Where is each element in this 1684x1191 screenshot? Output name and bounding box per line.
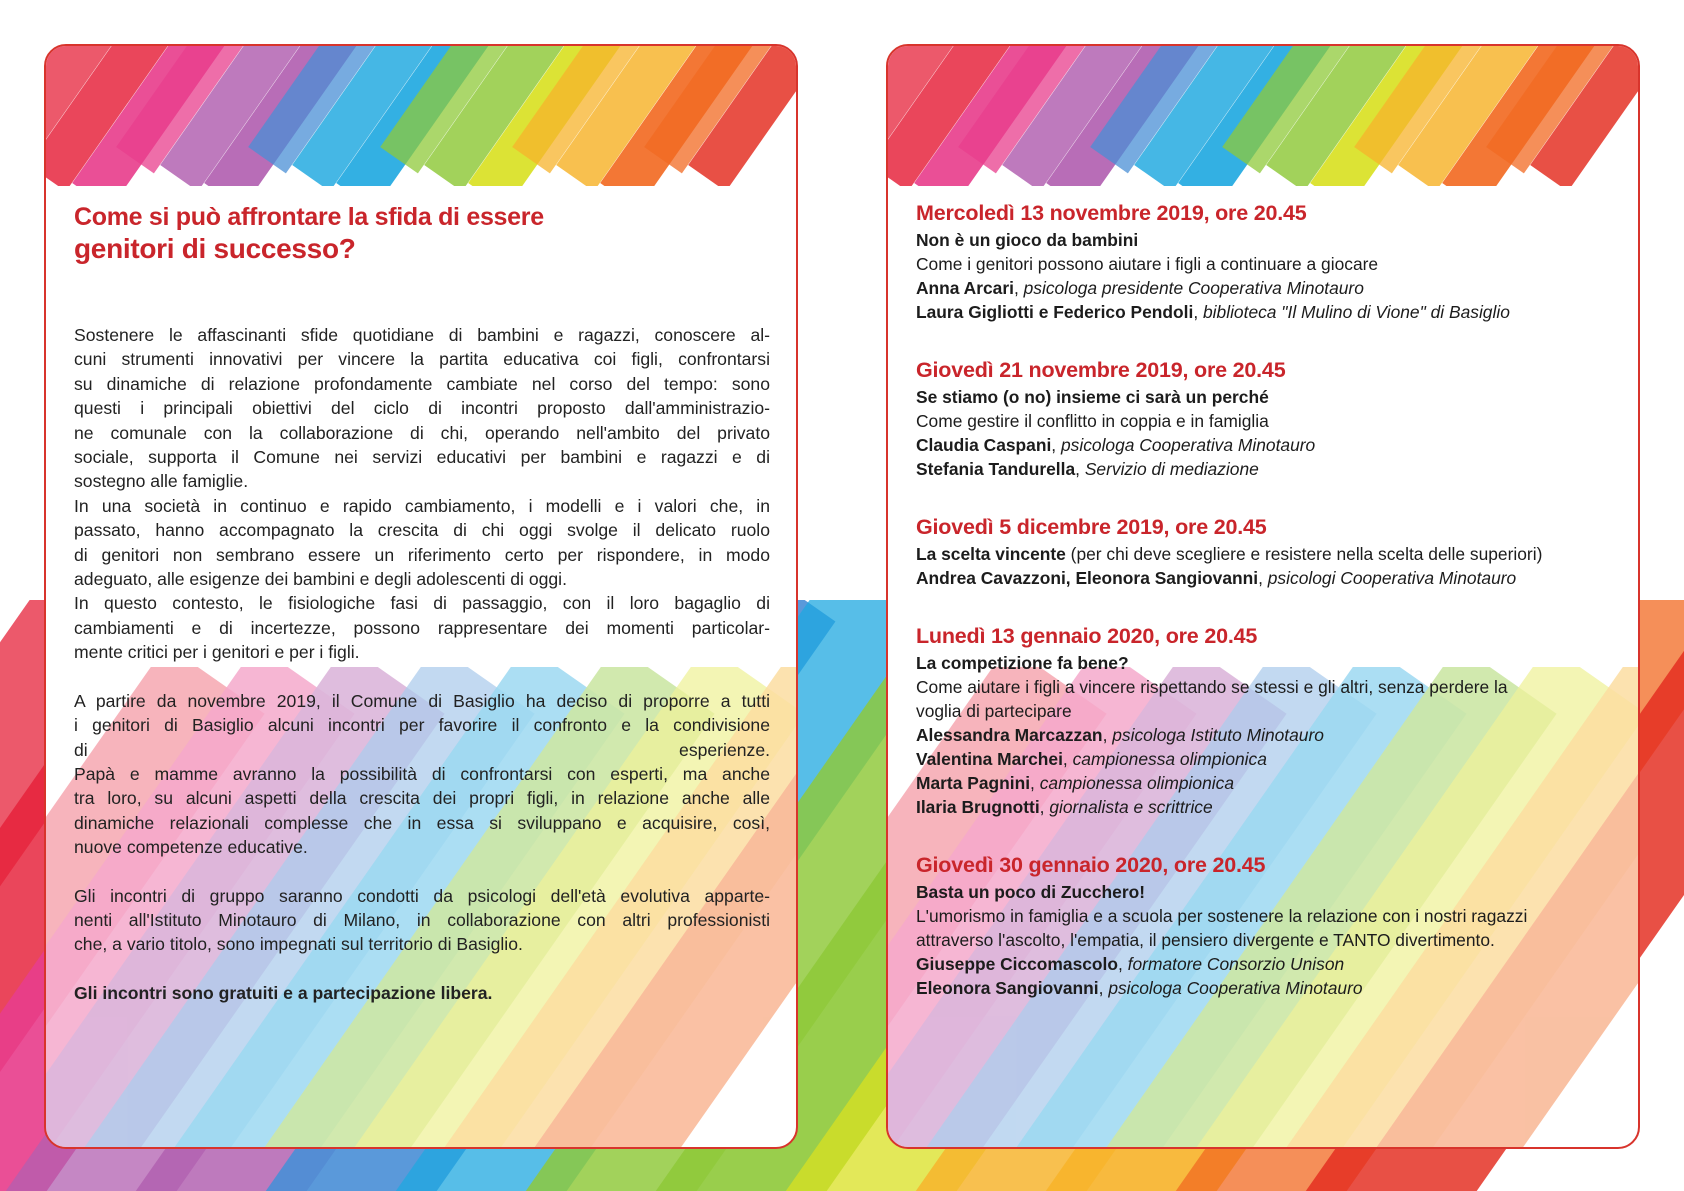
paragraph-line: nuove competenze educative. <box>74 837 308 858</box>
event-title-line <box>916 542 1612 566</box>
separator: , <box>1062 749 1073 769</box>
speaker-role: biblioteca "Il Mulino di Vione" di Basiglio <box>1203 302 1510 322</box>
speaker-role: giornalista e scrittrice <box>1049 797 1213 817</box>
speaker <box>916 723 1612 747</box>
speaker-role: psicologa Cooperativa Minotauro <box>1108 978 1363 998</box>
paragraph-line: di esperienze. <box>74 739 770 760</box>
right-page-panel <box>886 44 1640 1149</box>
event-title-line <box>916 880 1612 904</box>
event-item <box>916 621 1612 819</box>
paragraph-line: adeguato, alle esigenze dei bambini e degli adolescenti di oggi. <box>74 569 567 590</box>
paragraph-line: di genitori non sembrano essere un riferimento certo per rispondere, in modo <box>74 544 770 565</box>
paragraph-line: su dinamiche di relazione profondamente cambiate nel corso del tempo: sono <box>74 373 770 394</box>
intro-heading-block <box>74 201 770 266</box>
event-item <box>916 850 1612 1000</box>
separator: , <box>1193 302 1203 322</box>
paragraph <box>74 884 770 957</box>
speaker-name: Giuseppe Ciccomascolo <box>916 954 1118 974</box>
intro-body <box>74 323 770 1005</box>
speaker <box>916 795 1612 819</box>
speaker-role: psicologi Cooperativa Minotauro <box>1267 568 1517 588</box>
separator: , <box>1075 459 1085 479</box>
speaker-name: Marta Pagnini <box>916 773 1031 793</box>
paragraph-line: Sostenere le affascinanti sfide quotidiane di bambini e ragazzi, conoscere al- <box>74 325 770 345</box>
event-title: Non è un gioco da bambini <box>916 230 1139 250</box>
event-date: Giovedì 5 dicembre 2019, ore 20.45 <box>916 515 1267 539</box>
separator: , <box>1039 797 1050 817</box>
speaker-name: Valentina Marchei <box>916 749 1063 769</box>
paragraph-line: In questo contesto, le fisiologiche fasi di passaggio, con il loro bagaglio di <box>74 593 770 614</box>
paragraph-line: cuni strumenti innovativi per vincere la partita educativa coi figli, confrontarsi <box>74 349 770 370</box>
paragraph-line: passato, hanno accompagnato la crescita di chi oggi svolge il delicato ruolo <box>74 520 770 541</box>
event-item <box>916 512 1612 590</box>
speaker-name: Ilaria Brugnotti <box>916 797 1040 817</box>
paragraph-line: A partire da novembre 2019, il Comune di Basiglio ha deciso di proporre a tutti <box>74 690 770 711</box>
rainbow-banner <box>46 46 796 186</box>
paragraph-line: mente critici per i genitori e per i figli. <box>74 642 360 663</box>
paragraph-line: nenti all'Istituto Minotauro di Milano, in collaborazione con altri professionisti <box>74 909 770 930</box>
event-schedule <box>916 198 1612 1031</box>
event-title: Basta un poco di Zucchero! <box>916 882 1145 902</box>
paragraph-line: Papà e mamme avranno la possibilità di confrontarsi con esperti, ma anche <box>74 763 770 784</box>
page-headline <box>74 201 770 266</box>
paragraph-line: i genitori di Basiglio alcuni incontri per favorire il confronto e la condivisione <box>74 715 770 736</box>
paragraph-gap <box>74 957 770 981</box>
left-page-panel <box>44 44 798 1149</box>
event-description: L'umorismo in famiglia e a scuola per sostenere la relazione con i nostri ragazzi <box>916 906 1528 926</box>
speaker <box>916 976 1612 1000</box>
speaker-role: campionessa olimpionica <box>1039 773 1234 793</box>
closing-note: Gli incontri sono gratuiti e a partecipazione libera. <box>74 982 493 1003</box>
event-date: Giovedì 21 novembre 2019, ore 20.45 <box>916 358 1286 382</box>
speaker-name: Laura Gigliotti e Federico Pendoli <box>916 302 1194 322</box>
paragraph <box>74 323 770 665</box>
speaker-role: psicologa Cooperativa Minotauro <box>1060 435 1316 455</box>
separator: , <box>1013 278 1024 298</box>
paragraph-gap <box>74 665 770 689</box>
headline-line-2: genitori di successo? <box>74 233 356 264</box>
separator: , <box>1098 978 1109 998</box>
event-description: voglia di partecipare <box>916 701 1072 721</box>
paragraph-line: che, a vario titolo, sono impegnati sul territorio di Basiglio. <box>74 934 523 955</box>
speaker <box>916 747 1612 771</box>
event-item <box>916 355 1612 481</box>
separator: , <box>1051 435 1061 455</box>
paragraph-line: questi i principali obiettivi del ciclo di incontri proposto dall'amministrazio- <box>74 398 770 419</box>
paragraph-line: cambiamenti e di incertezze, possono rappresentare dei momenti particolar- <box>74 617 770 638</box>
event-title: Se stiamo (o no) insieme ci sarà un perché <box>916 387 1269 407</box>
paragraph-line: sostegno alle famiglie. <box>74 471 249 492</box>
separator: , <box>1102 725 1113 745</box>
speaker-name: Alessandra Marcazzan <box>916 725 1103 745</box>
event-description: attraverso l'ascolto, l'empatia, il pensiero divergente e TANTO divertimento. <box>916 930 1495 950</box>
speaker-role: campionessa olimpionica <box>1072 749 1267 769</box>
speaker-name: Andrea Cavazzoni, Eleonora Sangiovanni <box>916 568 1259 588</box>
speaker <box>916 952 1612 976</box>
speaker <box>916 433 1612 457</box>
speaker-role: psicologa Istituto Minotauro <box>1112 725 1324 745</box>
speaker-role: psicologa presidente Cooperativa Minotauro <box>1023 278 1364 298</box>
event-title: La scelta vincente <box>916 544 1066 564</box>
event-date: Giovedì 30 gennaio 2020, ore 20.45 <box>916 853 1266 877</box>
paragraph-line: dinamiche relazionali complesse che in essa si sviluppano e acquisire, così, <box>74 812 770 833</box>
paragraph-gap <box>74 860 770 884</box>
speaker <box>916 566 1612 590</box>
speaker <box>916 276 1612 300</box>
event-date: Mercoledì 13 novembre 2019, ore 20.45 <box>916 201 1307 225</box>
speaker <box>916 771 1612 795</box>
paragraph-line: ne comunale con la collaborazione di chi, operando nell'ambito del privato <box>74 422 770 443</box>
paragraph-line: sociale, supporta il Comune nei servizi educativi per bambini e ragazzi e di <box>74 447 770 468</box>
speaker <box>916 457 1612 481</box>
event-title-line <box>916 385 1612 409</box>
event-title: La competizione fa bene? <box>916 653 1129 673</box>
speaker-name: Eleonora Sangiovanni <box>916 978 1099 998</box>
separator: , <box>1030 773 1040 793</box>
paragraph-line: In una società in continuo e rapido cambiamento, i modelli e i valori che, in <box>74 495 770 516</box>
speaker-name: Anna Arcari <box>916 278 1014 298</box>
event-title-line <box>916 228 1612 252</box>
event-item <box>916 198 1612 324</box>
paragraph-line: Gli incontri di gruppo saranno condotti da psicologi dell'età evolutiva apparte- <box>74 885 770 906</box>
speaker-name: Claudia Caspani <box>916 435 1052 455</box>
paragraph <box>74 689 770 860</box>
event-description: Come aiutare i figli a vincere rispettando se stessi e gli altri, senza perdere la <box>916 677 1508 697</box>
speaker-role: Servizio di mediazione <box>1084 459 1259 479</box>
separator: , <box>1258 568 1268 588</box>
rainbow-banner <box>888 46 1638 186</box>
headline-line-1: Come si può affrontare la sfida di essere <box>74 203 544 231</box>
event-title-line <box>916 651 1612 675</box>
event-description: Come gestire il conflitto in coppia e in famiglia <box>916 411 1269 431</box>
speaker <box>916 300 1612 324</box>
speaker-role: formatore Consorzio Unison <box>1127 954 1345 974</box>
speaker-name: Stefania Tandurella <box>916 459 1076 479</box>
event-title-note: (per chi deve scegliere e resistere nella scelta delle superiori) <box>1065 544 1543 564</box>
paragraph-line: tra loro, su alcuni aspetti della crescita dei propri figli, in relazione anche alle <box>74 788 770 809</box>
event-date: Lunedì 13 gennaio 2020, ore 20.45 <box>916 624 1258 648</box>
event-description: Come i genitori possono aiutare i figli a continuare a giocare <box>916 254 1379 274</box>
separator: , <box>1118 954 1128 974</box>
